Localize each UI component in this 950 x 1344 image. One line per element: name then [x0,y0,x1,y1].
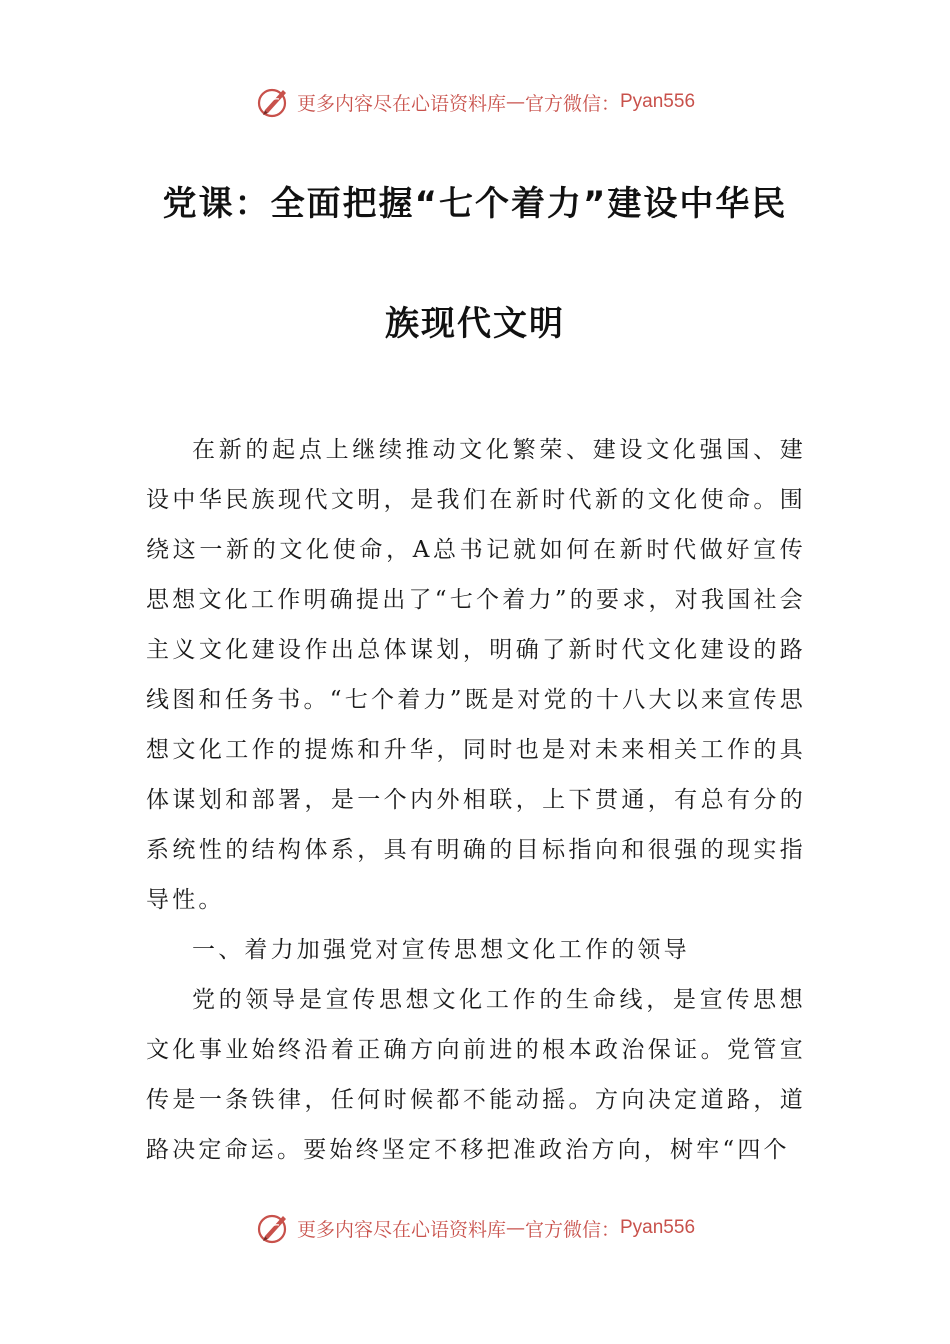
banner-brand-text: 更多内容尽在心语资料库 [296,1218,506,1241]
banner-wechat-label: 官方微信： [524,92,620,115]
banner-wechat-id: Pyan556 [620,91,696,112]
banner-brand-text: 更多内容尽在心语资料库 [296,92,506,115]
document-body [146,425,806,1175]
banner-wechat-label: 官方微信： [524,1218,620,1241]
banner-wechat-id: Pyan556 [620,1217,696,1238]
banner-separator: — [505,1217,525,1239]
banner-separator: — [505,91,525,113]
document-title-line-2: 族现代文明 [385,304,565,344]
document-title-line-1: 党课：全面把握“七个着力”建设中华民 [162,184,788,224]
section-heading-1: 一、着力加强党对宣传思想文化工作的领导 [192,937,690,963]
pen-logo-icon [255,1210,291,1246]
pen-logo-icon [255,84,291,120]
footer-banner [0,1208,950,1248]
body-paragraph-section-1: 党的领导是宣传思想文化工作的生命线，是宣传思想文化事业始终沿着正确方向前进的根本政治保证。党管宣传是一条铁律，任何时候都不能动摇。方向决定道路，道路决定命运。要始终坚定不移把准政治方向，树牢“四个 [146,987,806,1163]
header-banner [0,82,950,122]
body-paragraph-intro: 在新的起点上继续推动文化繁荣、建设文化强国、建设中华民族现代文明，是我们在新时代新的文化使命。围绕这一新的文化使命，A总书记就如何在新时代做好宣传思想文化工作明确提出了“七个着力”的要求，对我国社会主义文化建设作出总体谋划，明确了新时代文化建设的路线图和任务书。“七个着力”既是对党的十八大以来宣传思想文化工作的提炼和升华，同时也是对未来相关工作的具体谋划和部署，是一个内外相联，上下贯通，有总有分的系统性的结构体系，具有明确的目标指向和很强的现实指导性。 [146,437,806,913]
